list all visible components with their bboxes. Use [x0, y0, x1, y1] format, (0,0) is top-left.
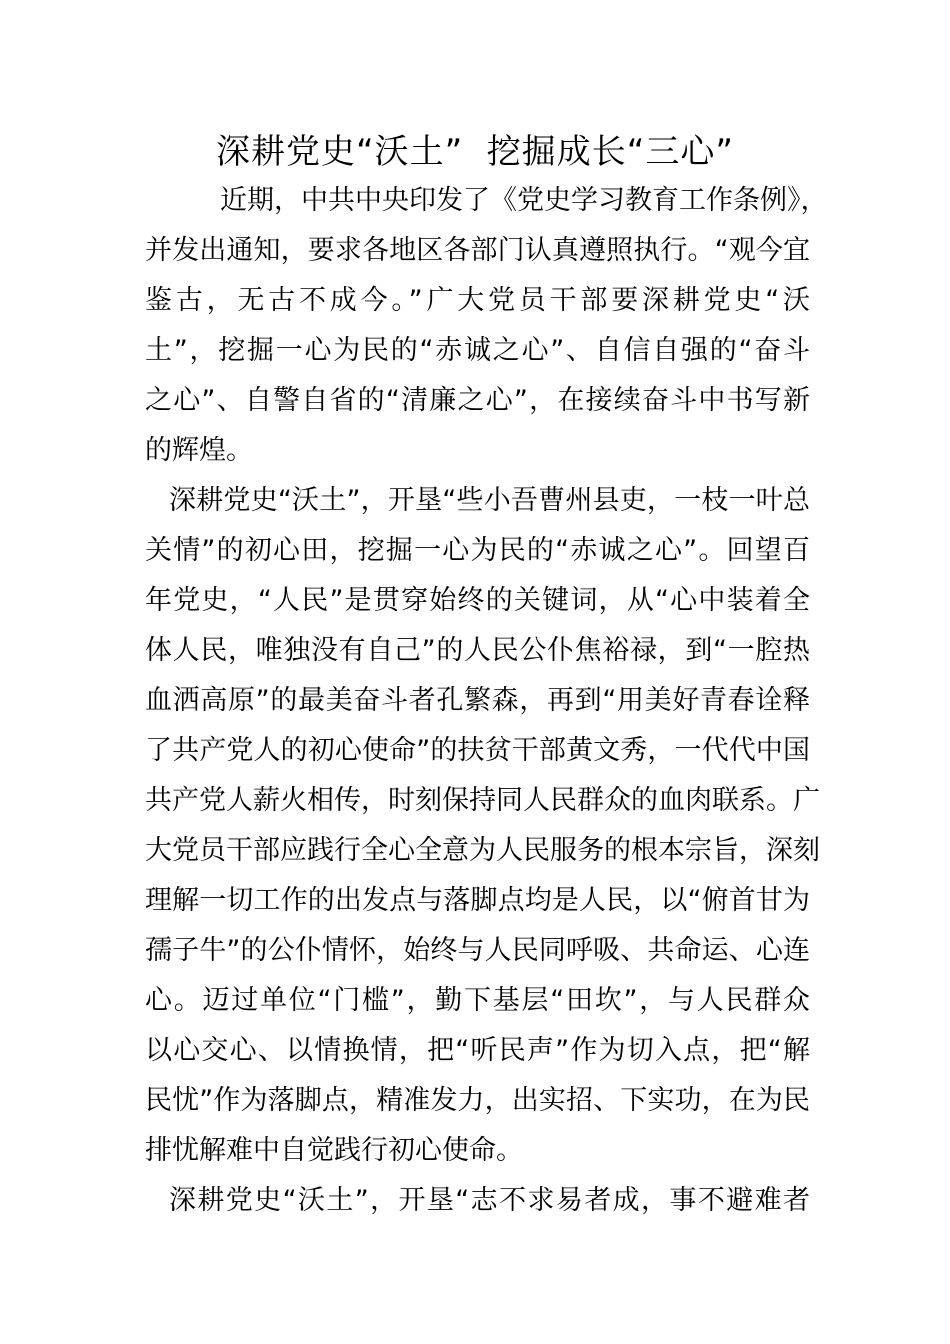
paragraph-line: 近期，中共中央印发了《党史学习教育工作条例》，: [220, 185, 828, 216]
paragraph-line: 鉴古，无古不成今。”广大党员干部要深耕党史“沃: [145, 285, 810, 316]
paragraph-line: 年党史，“人民”是贯穿始终的关键词，从“心中装着全: [145, 585, 810, 616]
paragraph-line: 体人民，唯独没有自己”的人民公仆焦裕禄，到“一腔热: [145, 635, 810, 666]
paragraph-3: [145, 1176, 810, 1226]
document-body: [145, 176, 828, 1226]
paragraph-line: 深耕党史“沃土”，开垦“志不求易者成，事不避难者: [169, 1185, 810, 1216]
paragraph-1: [145, 176, 828, 476]
paragraph-line: 并发出通知，要求各地区各部门认真遵照执行。“观今宜: [145, 235, 810, 266]
paragraph-line: 共产党人薪火相传，时刻保持同人民群众的血肉联系。广: [145, 785, 820, 816]
paragraph-line: 大党员干部应践行全心全意为人民服务的根本宗旨，深刻: [145, 835, 820, 866]
paragraph-line: 的辉煌。: [145, 435, 253, 466]
paragraph-line: 排忧解难中自觉践行初心使命。: [145, 1135, 523, 1166]
paragraph-line: 民忧”作为落脚点，精准发力，出实招、下实功，在为民: [145, 1085, 810, 1116]
paragraph-line: 之心”、自警自省的“清廉之心”，在接续奋斗中书写新: [145, 385, 810, 416]
paragraph-line: 理解一切工作的出发点与落脚点均是人民，以“俯首甘为: [145, 885, 810, 916]
paragraph-line: 心。迈过单位“门槛”，勤下基层“田坎”，与人民群众: [145, 985, 810, 1016]
paragraph-2: [145, 476, 820, 1176]
paragraph-line: 以心交心、以情换情，把“听民声”作为切入点，把“解: [145, 1035, 810, 1066]
document-title: 深耕党史“沃土” 挖掘成长“三心”: [215, 132, 735, 172]
paragraph-line: 了共产党人的初心使命”的扶贫干部黄文秀，一代代中国: [145, 735, 810, 766]
paragraph-line: 深耕党史“沃土”，开垦“些小吾曹州县吏，一枝一叶总: [169, 485, 810, 516]
paragraph-line: 血洒高原”的最美奋斗者孔繁森，再到“用美好青春诠释: [145, 685, 810, 716]
paragraph-line: 关情”的初心田，挖掘一心为民的“赤诚之心”。回望百: [145, 535, 810, 566]
paragraph-line: 孺子牛”的公仆情怀，始终与人民同呼吸、共命运、心连: [145, 935, 810, 966]
paragraph-line: 土”，挖掘一心为民的“赤诚之心”、自信自强的“奋斗: [145, 335, 810, 366]
